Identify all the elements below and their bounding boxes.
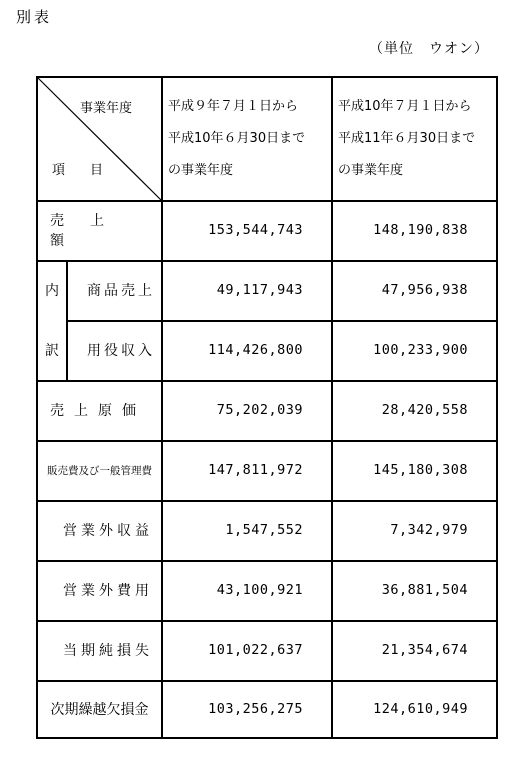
row-label-sga-expenses: 販売費及び一般管理費 <box>47 464 152 477</box>
value-col1-product-sales: 49,117,943 <box>216 282 303 298</box>
value-col1-sales: 153,544,743 <box>208 222 303 238</box>
value-col1-service-income: 114,426,800 <box>208 342 303 358</box>
inner-label-top: 内 <box>45 283 59 299</box>
financial-table <box>36 76 498 739</box>
value-col1-cost-of-sales: 75,202,039 <box>216 402 303 418</box>
corner-bottom-label: 項 目 <box>52 163 110 178</box>
row-label-non-operating-expenses: 営業外費用 <box>63 583 153 599</box>
col2-header-line1: 平成10年７月１日から <box>338 99 472 114</box>
value-col1-non-operating-income: 1,547,552 <box>225 522 303 538</box>
table-border-bottom <box>36 737 498 739</box>
value-col2-non-operating-income: 7,342,979 <box>390 522 468 538</box>
row-label-net-loss: 当期純損失 <box>63 643 153 659</box>
row-label-non-operating-income: 営業外収益 <box>63 523 153 539</box>
col1-header-line2: 平成10年６月30日まで <box>168 131 306 146</box>
value-col1-net-loss: 101,022,637 <box>208 642 303 658</box>
col2-header-line2: 平成11年６月30日まで <box>338 131 476 146</box>
col1-header-line1: 平成９年７月１日から <box>168 99 299 114</box>
value-col2-cost-of-sales: 28,420,558 <box>381 402 468 418</box>
row-label-deficit-carried-forward: 次期繰越欠損金 <box>50 701 149 718</box>
row-label-service-income: 用役収入 <box>87 343 155 359</box>
document-title: 別表 <box>16 8 53 26</box>
value-col2-sales: 148,190,838 <box>373 222 468 238</box>
col1-header-line3: の事業年度 <box>168 163 234 178</box>
row-label-sales: 売上額 <box>50 213 130 249</box>
value-col1-sga-expenses: 147,811,972 <box>208 462 303 478</box>
corner-top-label: 事業年度 <box>80 101 133 116</box>
unit-label: （単位 ウオン） <box>369 41 489 57</box>
value-col1-deficit-carried-forward: 103,256,275 <box>208 700 303 717</box>
value-col2-deficit-carried-forward: 124,610,949 <box>373 700 468 717</box>
value-col2-non-operating-expenses: 36,881,504 <box>381 582 468 598</box>
row-label-product-sales: 商品売上 <box>87 283 155 299</box>
inner-label-bottom: 訳 <box>45 343 59 359</box>
row-label-cost-of-sales: 売上原価 <box>50 403 146 419</box>
value-col2-service-income: 100,233,900 <box>373 342 468 358</box>
value-col1-non-operating-expenses: 43,100,921 <box>216 582 303 598</box>
col2-header-line3: の事業年度 <box>338 163 404 178</box>
value-col2-product-sales: 47,956,938 <box>381 282 468 298</box>
value-col2-net-loss: 21,354,674 <box>381 642 468 658</box>
table-border-right <box>496 76 498 739</box>
value-col2-sga-expenses: 145,180,308 <box>373 462 468 478</box>
